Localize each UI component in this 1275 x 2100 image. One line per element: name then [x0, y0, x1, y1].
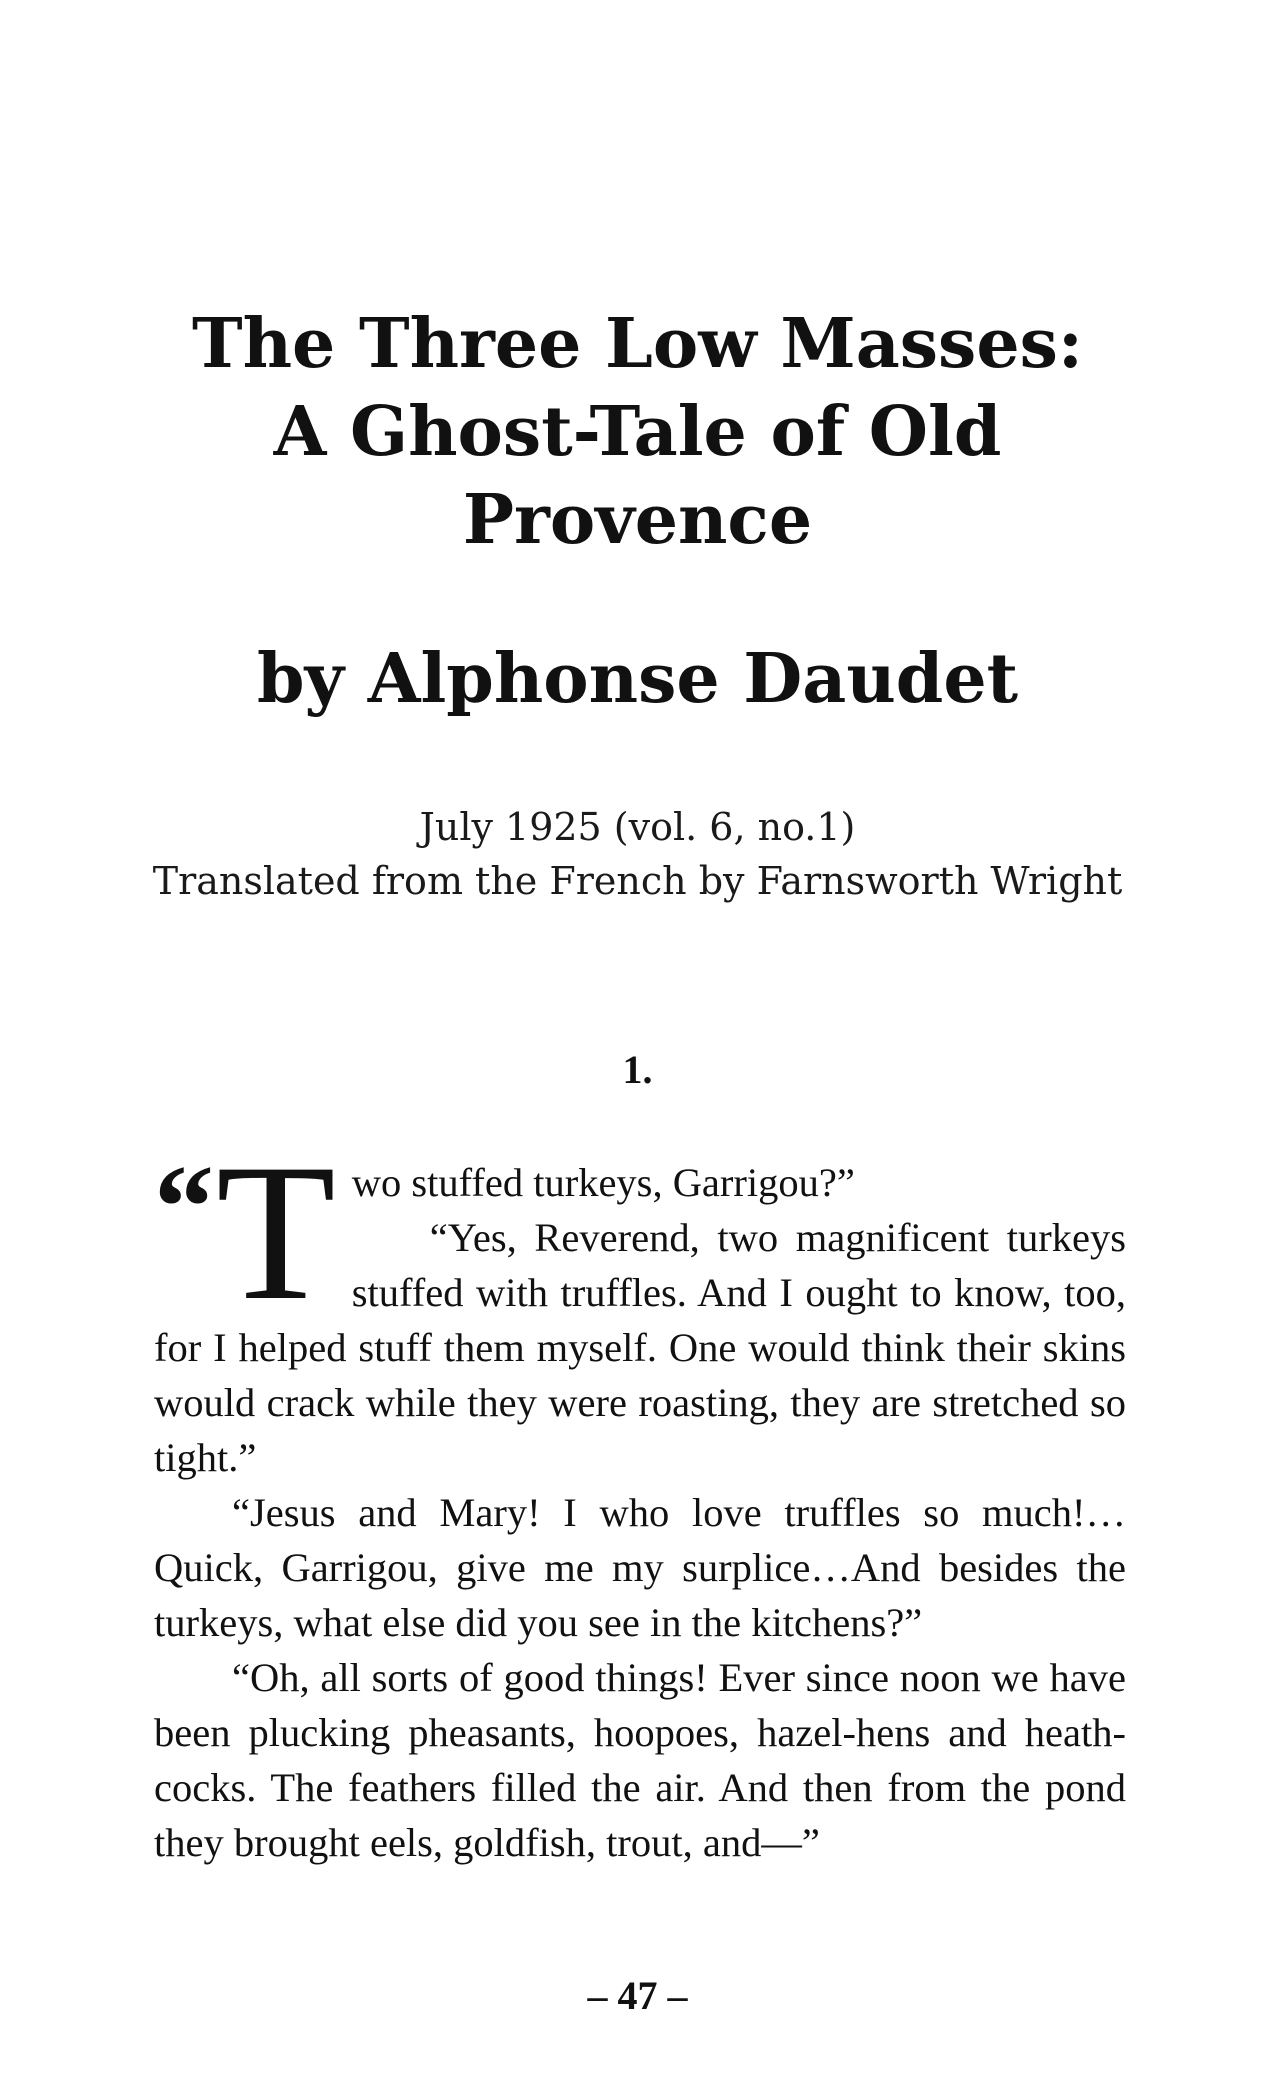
story-title — [0, 300, 1275, 564]
story-body — [154, 1124, 1126, 1870]
paragraph-1 — [154, 1124, 1126, 1485]
paragraph-2-content: “Yes, Reverend, two magnificent turkeys stuffed with truffles. And I ought to know, too, for I helped stuff them myself. One would think their skins would crack while they were roasting, they are stretched so tight.” — [154, 1215, 1126, 1480]
drop-cap-quote: “ — [154, 1140, 214, 1273]
paragraph-1-text: wo stuffed turkeys, Garrigou?” — [351, 1160, 855, 1205]
story-title-line-2: A Ghost-Tale of Old — [273, 392, 1002, 472]
publication-meta — [0, 800, 1275, 908]
chapter-number: 1. — [622, 1047, 653, 1092]
translator-credit: Translated from the French by Farnsworth Wright — [152, 859, 1123, 903]
drop-cap-letter: T — [216, 1124, 336, 1341]
issue-date: July 1925 (vol. 6, no.1) — [419, 805, 856, 849]
page-number: – 47 – — [587, 1973, 688, 2018]
paragraph-4: “Oh, all sorts of good things! Ever since noon we have been plucking pheasants, hoopoes, hazel-hens and heath-cocks. The feathers filled the air. And then from the pond they brought eels, goldfish, trout, and—” — [154, 1655, 1126, 1865]
paragraph-3: “Jesus and Mary! I who love truffles so much!… Quick, Garrigou, give me my surplice…And besides the turkeys, what else did you see in the kitchens?” — [154, 1490, 1126, 1645]
author-byline: by Alphonse Daudet — [256, 639, 1018, 719]
story-title-line-3: Provence — [462, 480, 813, 560]
story-title-line-1: The Three Low Masses: — [192, 304, 1083, 384]
